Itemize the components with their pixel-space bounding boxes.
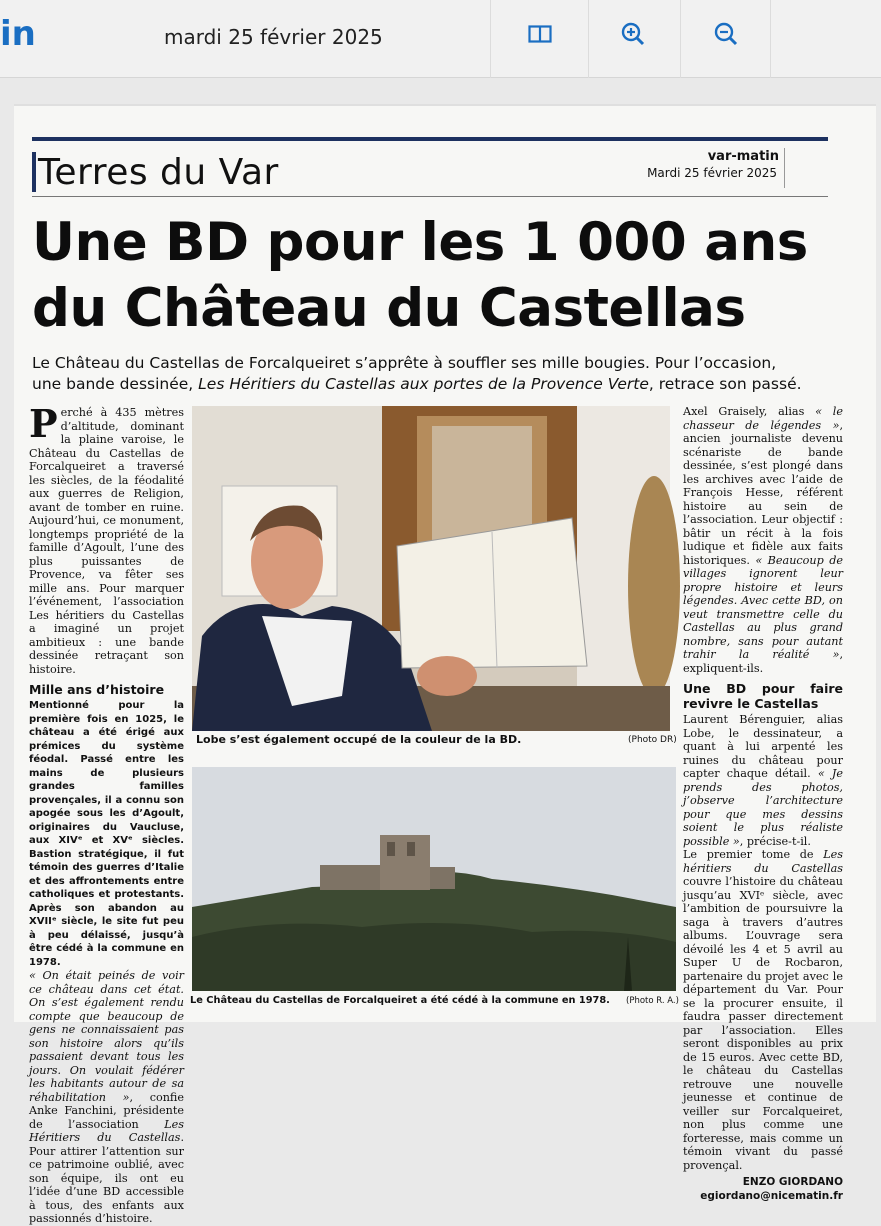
toolbar-divider (490, 0, 491, 78)
paragraph-text: Le premier tome de (683, 848, 824, 861)
subheading: Une BD pour faire revivre le Castellas (683, 681, 843, 711)
paragraph: Mentionné pour la première fois en 1025, le château a été érigé aux prémices du système féodal. Passé entre les mains de plusieurs grandes familles provençales, il a connu son apogée sous les d’Agoult, originaires du Vaucluse, aux XIVᵉ et XVᵉ siècles. Bastion stratégique, il fut témoin des guerres d’Italie et des affrontements entre catholiques et protestants. Après son abandon au XVIIᵉ siècle, le site fut peu à peu délaissé, jusqu’à être cédé à la commune en 1978. (29, 700, 184, 968)
paragraph-text: erché à 435 mètres d’altitude, dominant la plaine varoise, le Château du Castellas de Forcalqueiret a traversé les siècles, de la féodalité aux guerres de Religion, avant de tomber en ruine. Aujourd’hui, ce monument, longtemps propriété de la famille d’Agoult, l’une des plus puissantes de Provence, va fêter ses mille ans. Pour marquer l’événement, l’association Les héritiers du Castellas a imaginé un projet ambitieux : une bande dessinée retraçant son histoire. (29, 406, 184, 676)
rubric-bar (32, 152, 36, 192)
paragraph-text: . Pour attirer l’attention sur ce patrimoine oublié, avec son équipe, ils ont eu l’idée d’une BD accessible à tous, des enfants aux passionnés d’histoire. (29, 1131, 184, 1225)
artist-photo-image (192, 406, 670, 731)
paragraph-text: , confie Anke Fanchini, présidente de l’association (29, 1090, 185, 1131)
paragraph-text: , expliquent-ils. (683, 648, 843, 675)
issue-date: mardi 25 février 2025 (164, 25, 383, 49)
rubric-rule (32, 137, 828, 141)
newspaper-date: Mardi 25 février 2025 (647, 166, 777, 180)
subheading: Mille ans d’histoire (29, 682, 165, 697)
headline-line-2: du Château du Castellas (32, 278, 746, 339)
association-name: Les Héritiers du Castellas (29, 1117, 184, 1144)
toolbar-divider (680, 0, 681, 78)
paragraph-text: Axel Graisely, alias (683, 405, 816, 418)
drop-cap: P (29, 401, 58, 446)
toolbar-divider (588, 0, 589, 78)
header-rule (32, 196, 828, 197)
article-headline (32, 210, 832, 342)
zoom-in-icon (620, 21, 646, 47)
lead-line-2 (32, 374, 832, 395)
book-view-icon (528, 25, 552, 43)
photo-caption: Le Château du Castellas de Forcalqueiret a été cédé à la commune en 1978. (190, 995, 610, 1006)
section-rubric: Terres du Var (38, 152, 279, 193)
zoom-in-button[interactable] (617, 20, 649, 48)
photo-credit: (Photo DR) (628, 735, 677, 745)
paragraph-text: Laurent Bérenguier, alias Lobe, le dessinateur, a quant à lui arpenté les ruines du château pour capter chaque détail. (683, 713, 843, 780)
photo-artist (192, 406, 670, 731)
article-lead (32, 353, 832, 395)
castle-photo-image (192, 767, 676, 991)
lead-text: une bande dessinée, (32, 375, 199, 393)
photo-credit: (Photo R. A.) (626, 996, 679, 1006)
zoom-out-icon (713, 21, 739, 47)
lead-text: , retrace son passé. (648, 375, 802, 393)
comic-title: Les héritiers du Castellas (683, 848, 843, 875)
paragraph-text: couvre l’histoire du château jusqu’au XVIᵉ siècle, avec l’ambition de poursuivre la saga à travers d’autres albums. L’ouvrage sera dévoilé les 4 et 5 avril au Super U de Rocbaron, partenaire du projet avec le département du Var. Pour se la procurer ensuite, il faudra passer directement par l’association. Elles seront disponibles au prix de 15 euros. Avec cette BD, le château du Castellas retrouve une nouvelle jeunesse et continue de veiller sur Forcalqueiret, non plus comme une forteresse, mais comme un témoin vivant du passé provençal. (683, 875, 843, 1172)
photo-caption: Lobe s’est également occupé de la couleur de la BD. (196, 733, 522, 746)
paragraph-text: , précise-t-il. (739, 834, 811, 848)
book-view-button[interactable] (524, 20, 556, 48)
headline-line-1: Une BD pour les 1 000 ans (32, 212, 808, 273)
photo-castle (192, 767, 676, 991)
quote: « Je prends des photos, j’observe l’architecture pour que mes dessins soient le plus réaliste possible » (683, 767, 843, 848)
right-column (683, 405, 843, 1203)
paragraph (683, 848, 843, 1172)
lead-line-1: Le Château du Castellas de Forcalqueiret s’apprête à souffler ses mille bougies. Pour l’occasion, (32, 354, 777, 372)
reader-toolbar (0, 0, 881, 78)
comic-title: Les Héritiers du Castellas aux portes de la Provence Verte (198, 375, 649, 393)
quote: « le chasseur de légendes » (683, 405, 843, 432)
author-signature: ENZO GIORDANO (742, 1176, 843, 1188)
paragraph (29, 401, 184, 676)
paragraph (683, 405, 843, 675)
paragraph-text: , ancien journaliste devenu scénariste de bande dessinée, s’est plongé dans les archives avec l’aide de François Hesse, référent histoire au sein de l’association. Leur objectif : bâtir un récit à la fois ludique et fidèle aux faits historiques. (683, 418, 843, 567)
header-divider (784, 148, 785, 188)
brand-logo: in (0, 14, 36, 54)
newspaper-name: var-matin (707, 149, 779, 164)
toolbar-divider (770, 0, 771, 78)
left-column (29, 401, 185, 1226)
paragraph (29, 969, 184, 1226)
paragraph (683, 713, 843, 848)
quote: « Beaucoup de villages ignorent leur propre histoire et leurs légendes. Avec cette BD, on veut transmettre celle du Castellas au plus grand nombre, sans pour autant trahir la réalité » (683, 553, 843, 661)
quote: « On était peinés de voir ce château dans cet état. On s’est également rendu compte que beaucoup de gens ne connaissaient pas son histoire alors qu’ils passaient devant tous les jours. On voulait fédérer les habitants autour de sa réhabilitation » (29, 969, 184, 1104)
zoom-out-button[interactable] (710, 20, 742, 48)
author-email[interactable]: egiordano@nicematin.fr (700, 1189, 843, 1202)
